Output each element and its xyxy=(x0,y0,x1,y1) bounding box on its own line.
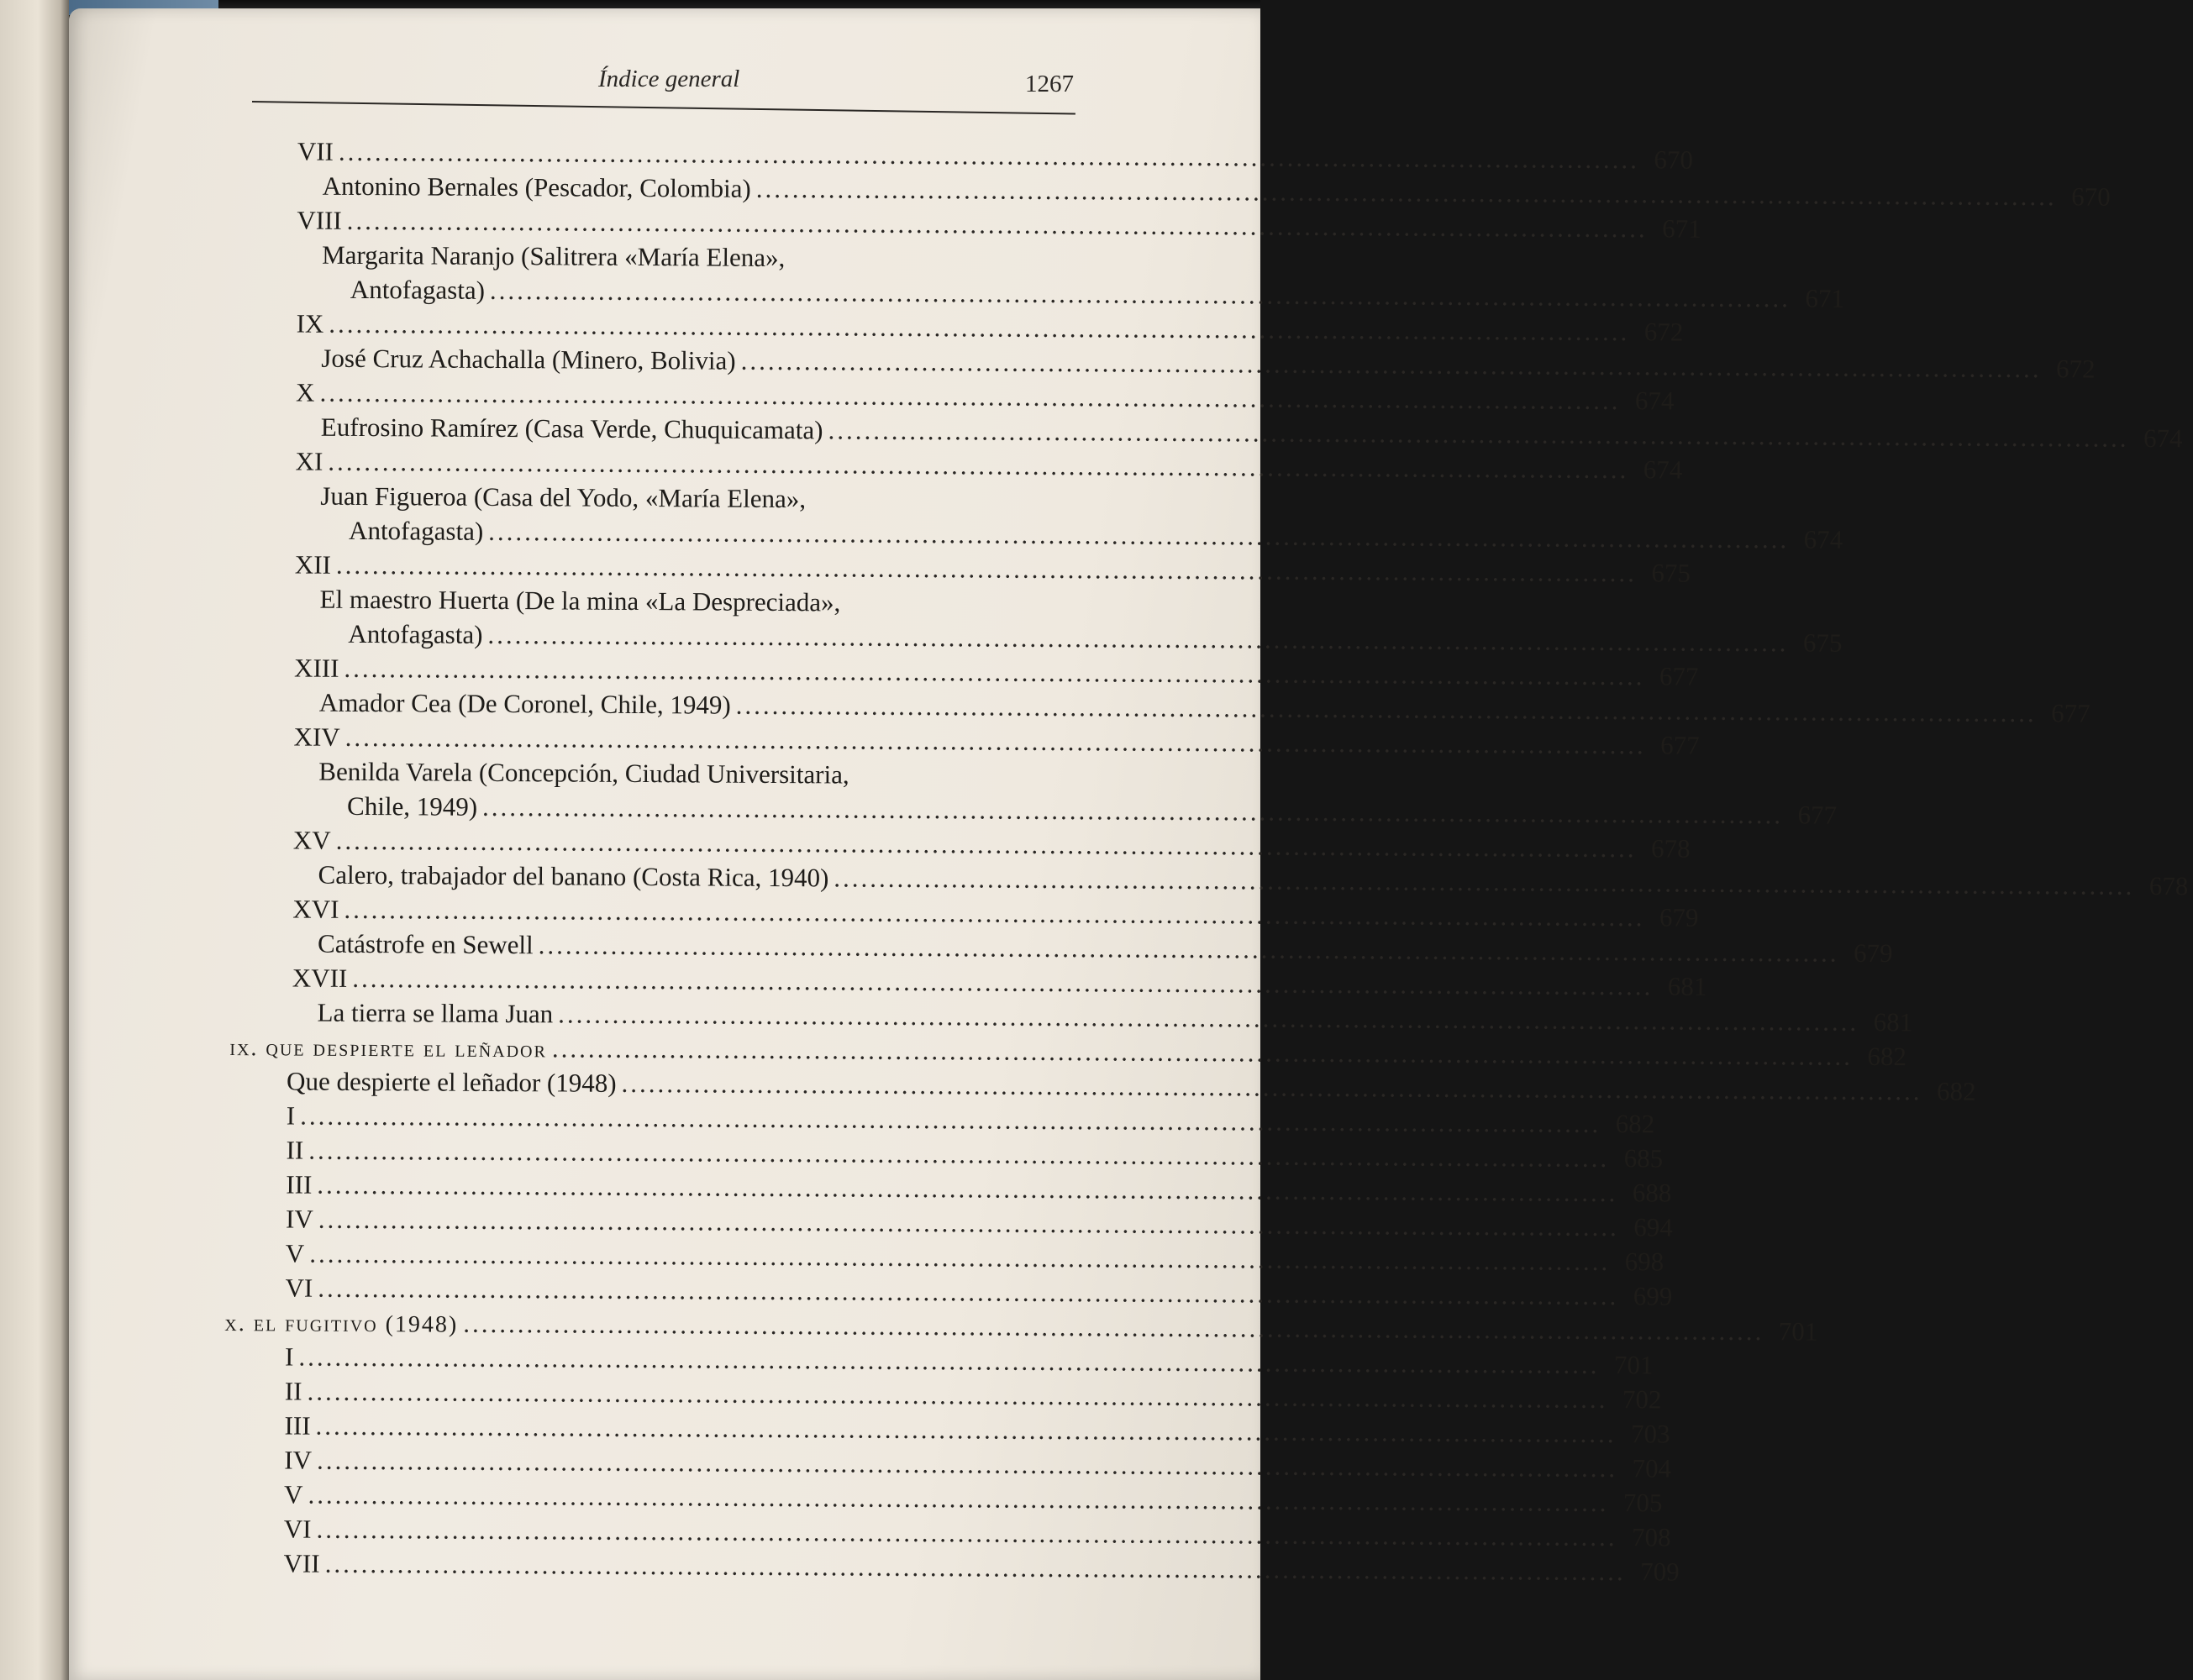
toc-entry[interactable] xyxy=(347,790,1838,830)
toc-entry-page: 675 xyxy=(1802,627,1843,658)
toc-entry-label: IV xyxy=(286,1204,313,1234)
toc-entry-page: 681 xyxy=(1873,1006,1913,1037)
toc-entry-label: La tierra se llama Juan xyxy=(317,997,554,1029)
toc-entry-label: XIII xyxy=(294,653,339,683)
toc-entry-page: 678 xyxy=(2148,870,2189,901)
toc-entry[interactable] xyxy=(318,858,2189,901)
dot-leader: ................................................................................................................................................ xyxy=(298,1341,1600,1380)
toc-entry[interactable] xyxy=(349,514,1843,554)
toc-entry[interactable] xyxy=(318,927,1893,969)
toc-entry[interactable] xyxy=(283,1512,1671,1552)
toc-entry-page: 677 xyxy=(2051,698,2090,728)
toc-entry-label: III xyxy=(284,1410,311,1441)
toc-entry[interactable] xyxy=(286,1202,1673,1242)
toc-entry-label: IX xyxy=(296,308,324,339)
dot-leader: ................................................................................................................................................ xyxy=(335,549,1637,588)
toc-entry-label: II xyxy=(286,1135,304,1165)
dot-leader: ................................................................................................................................................ xyxy=(346,205,1648,244)
toc-entry-page: 671 xyxy=(1662,213,1701,244)
toc-entry[interactable] xyxy=(285,1271,1673,1311)
facing-page-edge xyxy=(0,0,69,1680)
toc-entry[interactable] xyxy=(292,892,1699,932)
toc-entry-page: 709 xyxy=(1640,1557,1680,1587)
dot-leader: ................................................................................................................................................ xyxy=(317,1169,1618,1208)
toc-entry-page: 708 xyxy=(1631,1522,1671,1552)
dot-leader: ................................................................................................................................................ xyxy=(489,275,1791,313)
toc-entry-page: 670 xyxy=(1654,144,1694,175)
toc-entry-page: 701 xyxy=(1613,1350,1654,1380)
toc-entry-page: 678 xyxy=(1651,833,1691,864)
toc-entry-page: 694 xyxy=(1633,1212,1673,1242)
toc-entry-page: 671 xyxy=(1805,283,1845,313)
toc-entry-page: 679 xyxy=(1659,902,1699,932)
toc-entry-label: Calero, trabajador del banano (Costa Rica, 1940) xyxy=(318,859,829,893)
toc-entry-page: 679 xyxy=(1854,937,1893,969)
dot-leader: ................................................................................................................................................ xyxy=(828,415,2129,453)
toc-entry-title-line: Benilda Varela (Concepción, Ciudad Universitaria, xyxy=(318,756,849,790)
running-head xyxy=(252,66,1075,108)
toc-entry-page: 701 xyxy=(1778,1316,1818,1347)
dot-leader: ................................................................................................................................................ xyxy=(487,619,1789,658)
toc-entry-page: 672 xyxy=(1643,317,1684,347)
toc-entry[interactable] xyxy=(296,307,1684,347)
toc-entry[interactable] xyxy=(292,961,1707,1001)
dot-leader: ................................................................................................................................................ xyxy=(318,1204,1619,1242)
toc-entry-label: III xyxy=(286,1169,313,1200)
toc-entry-label: I xyxy=(285,1341,294,1372)
toc-entry-page: 682 xyxy=(1615,1109,1655,1139)
toc-entry-page: 703 xyxy=(1630,1419,1670,1449)
toc-section-heading[interactable] xyxy=(224,1305,1818,1347)
dot-leader: ................................................................................................................................................ xyxy=(324,1548,1626,1587)
toc-entry[interactable] xyxy=(297,135,1694,175)
dot-leader: ................................................................................................................................................ xyxy=(316,1514,1617,1552)
toc-entry-page: 704 xyxy=(1632,1453,1672,1483)
toc-entry-page: 672 xyxy=(2056,354,2096,384)
toc-entry-label: Antonino Bernales (Pescador, Colombia) xyxy=(322,171,751,203)
toc-entry-label: Catástrofe en Sewell xyxy=(318,928,534,960)
toc-entry-label: Antofagasta) xyxy=(349,515,484,546)
toc-entry-label: VI xyxy=(283,1514,312,1544)
toc-section-heading[interactable] xyxy=(229,1030,1906,1072)
toc-entry[interactable] xyxy=(295,445,1683,485)
toc-entry-title-line: Juan Figueroa (Casa del Yodo, «María Elena», xyxy=(320,480,807,514)
dot-leader: ................................................................................................................................................ xyxy=(329,308,1630,347)
toc-entry[interactable] xyxy=(317,996,1913,1037)
dot-leader: ................................................................................................................................................ xyxy=(335,825,1637,864)
toc-entry-page: 674 xyxy=(1803,524,1843,554)
toc-entry[interactable] xyxy=(286,1168,1672,1208)
toc-entry-label: XV xyxy=(292,825,331,855)
toc-entry[interactable] xyxy=(284,1443,1672,1483)
dot-leader: ................................................................................................................................................ xyxy=(755,173,2057,212)
toc-entry-page: 685 xyxy=(1623,1143,1664,1173)
toc-entry-label: VIII xyxy=(297,205,342,235)
dot-leader: ................................................................................................................................................ xyxy=(300,1100,1601,1139)
toc-entry-label: x. el fugitivo (1948) xyxy=(224,1310,459,1338)
toc-entry-page: 688 xyxy=(1632,1178,1672,1208)
toc-entry[interactable] xyxy=(348,617,1843,658)
toc-entry-page: 677 xyxy=(1660,730,1700,760)
dot-leader: ................................................................................................................................................ xyxy=(344,894,1645,932)
toc-entry-title-line: El maestro Huerta (De la mina «La Despreciada», xyxy=(319,584,841,617)
toc-entry-label: Chile, 1949) xyxy=(347,790,478,822)
dot-leader: ................................................................................................................................................ xyxy=(308,1135,1610,1173)
toc-entry[interactable] xyxy=(285,1236,1664,1277)
toc-entry-page: 674 xyxy=(1643,454,1683,485)
toc-entry-page: 682 xyxy=(1867,1041,1906,1072)
dot-leader: ................................................................................................................................................ xyxy=(740,345,2042,384)
toc-entry[interactable] xyxy=(296,376,1675,416)
page-number: 1267 xyxy=(1025,71,1074,97)
dot-leader: ................................................................................................................................................ xyxy=(352,963,1654,1001)
toc-entry-label: Antofagasta) xyxy=(348,618,483,649)
toc-entry-title-line: Margarita Naranjo (Salitrera «María Elena», xyxy=(322,239,786,273)
dot-leader: ................................................................................................................................................ xyxy=(309,1238,1611,1277)
toc-entry[interactable] xyxy=(284,1478,1663,1518)
toc-entry[interactable] xyxy=(284,1374,1662,1415)
dot-leader: ................................................................................................................................................ xyxy=(488,516,1790,554)
toc-entry-label: X xyxy=(296,377,315,407)
toc-entry[interactable] xyxy=(318,686,2090,728)
toc-entry-label: XIV xyxy=(293,722,340,752)
running-head-title: Índice general xyxy=(598,66,740,92)
toc-entry[interactable] xyxy=(294,549,1691,588)
toc-entry-label: José Cruz Achachalla (Minero, Bolivia) xyxy=(321,343,736,375)
toc-entry[interactable] xyxy=(322,170,2111,212)
dot-leader: ................................................................................................................................................ xyxy=(328,446,1629,485)
toc-entry-label: XVII xyxy=(292,963,348,993)
toc-entry-page: 682 xyxy=(1936,1076,1976,1106)
toc-entry-label: VI xyxy=(285,1273,313,1303)
dot-leader: ................................................................................................................................................ xyxy=(463,1308,1764,1347)
toc-entry-label: Eufrosino Ramírez (Casa Verde, Chuquicamata) xyxy=(320,412,823,445)
dot-leader: ................................................................................................................................................ xyxy=(558,999,1859,1037)
toc-entry-page: 674 xyxy=(1634,386,1675,416)
dot-leader: ................................................................................................................................................ xyxy=(735,690,2037,728)
dot-leader: ................................................................................................................................................ xyxy=(319,377,1621,416)
toc-entry-label: II xyxy=(284,1376,302,1406)
toc-entry[interactable] xyxy=(285,1340,1654,1380)
toc-entry[interactable] xyxy=(293,721,1700,760)
toc-entry-label: I xyxy=(286,1100,296,1131)
toc-entry-page: 677 xyxy=(1797,800,1838,830)
toc-entry[interactable] xyxy=(294,652,1699,691)
toc-entry-label: XII xyxy=(294,549,332,580)
toc-entry-page: 677 xyxy=(1659,661,1699,691)
dot-leader: ................................................................................................................................................ xyxy=(315,1410,1617,1449)
toc-entry-page: 674 xyxy=(2143,423,2183,454)
toc-entry-label: IV xyxy=(284,1445,313,1475)
dot-leader: ................................................................................................................................................ xyxy=(307,1376,1608,1415)
toc-entry-label: V xyxy=(284,1479,303,1509)
toc-entry[interactable] xyxy=(286,1099,1655,1139)
toc-entry-label: VII xyxy=(283,1548,320,1578)
toc-entry-page: 702 xyxy=(1622,1384,1662,1415)
toc-entry[interactable] xyxy=(297,204,1701,244)
dot-leader: ................................................................................................................................................ xyxy=(621,1068,1922,1106)
toc-entry[interactable] xyxy=(350,273,1845,313)
dot-leader: ................................................................................................................................................ xyxy=(316,1445,1618,1483)
toc-entry[interactable] xyxy=(287,1064,1976,1106)
dot-leader: ................................................................................................................................................ xyxy=(482,791,1784,830)
toc-entry[interactable] xyxy=(284,1409,1670,1449)
dot-leader: ................................................................................................................................................ xyxy=(344,722,1646,760)
toc-entry-page: 670 xyxy=(2071,181,2111,212)
toc-entry-label: Amador Cea (De Coronel, Chile, 1949) xyxy=(318,687,731,720)
toc-entry-label: V xyxy=(285,1238,305,1268)
toc-entry-page: 681 xyxy=(1667,971,1707,1001)
toc-entry-label: XVI xyxy=(292,894,339,924)
dot-leader: ................................................................................................................................................ xyxy=(551,1033,1853,1071)
toc-entry-label: Que despierte el leñador (1948) xyxy=(287,1066,617,1098)
toc-entry[interactable] xyxy=(321,342,2096,384)
dot-leader: ................................................................................................................................................ xyxy=(344,653,1645,691)
toc-entry-page: 705 xyxy=(1622,1488,1663,1518)
toc-entry-label: ix. que despierte el leñador xyxy=(229,1035,547,1063)
toc-entry-page: 675 xyxy=(1651,558,1691,588)
dot-leader: ................................................................................................................................................ xyxy=(834,863,2135,900)
dot-leader: ................................................................................................................................................ xyxy=(538,930,1839,968)
toc-entry[interactable] xyxy=(292,823,1691,864)
toc-entry[interactable] xyxy=(320,411,2183,454)
toc-entry-page: 698 xyxy=(1624,1247,1664,1277)
toc-entry-label: VII xyxy=(297,136,334,166)
toc-entry-label: XI xyxy=(295,446,323,476)
dot-leader: ................................................................................................................................................ xyxy=(308,1479,1609,1518)
dot-leader: ................................................................................................................................................ xyxy=(338,136,1640,175)
toc-entry-label: Antofagasta) xyxy=(350,274,486,305)
toc-entry-page: 699 xyxy=(1633,1281,1673,1311)
toc-entry[interactable] xyxy=(283,1546,1680,1587)
dot-leader: ................................................................................................................................................ xyxy=(318,1273,1619,1311)
toc-entry[interactable] xyxy=(286,1133,1664,1173)
